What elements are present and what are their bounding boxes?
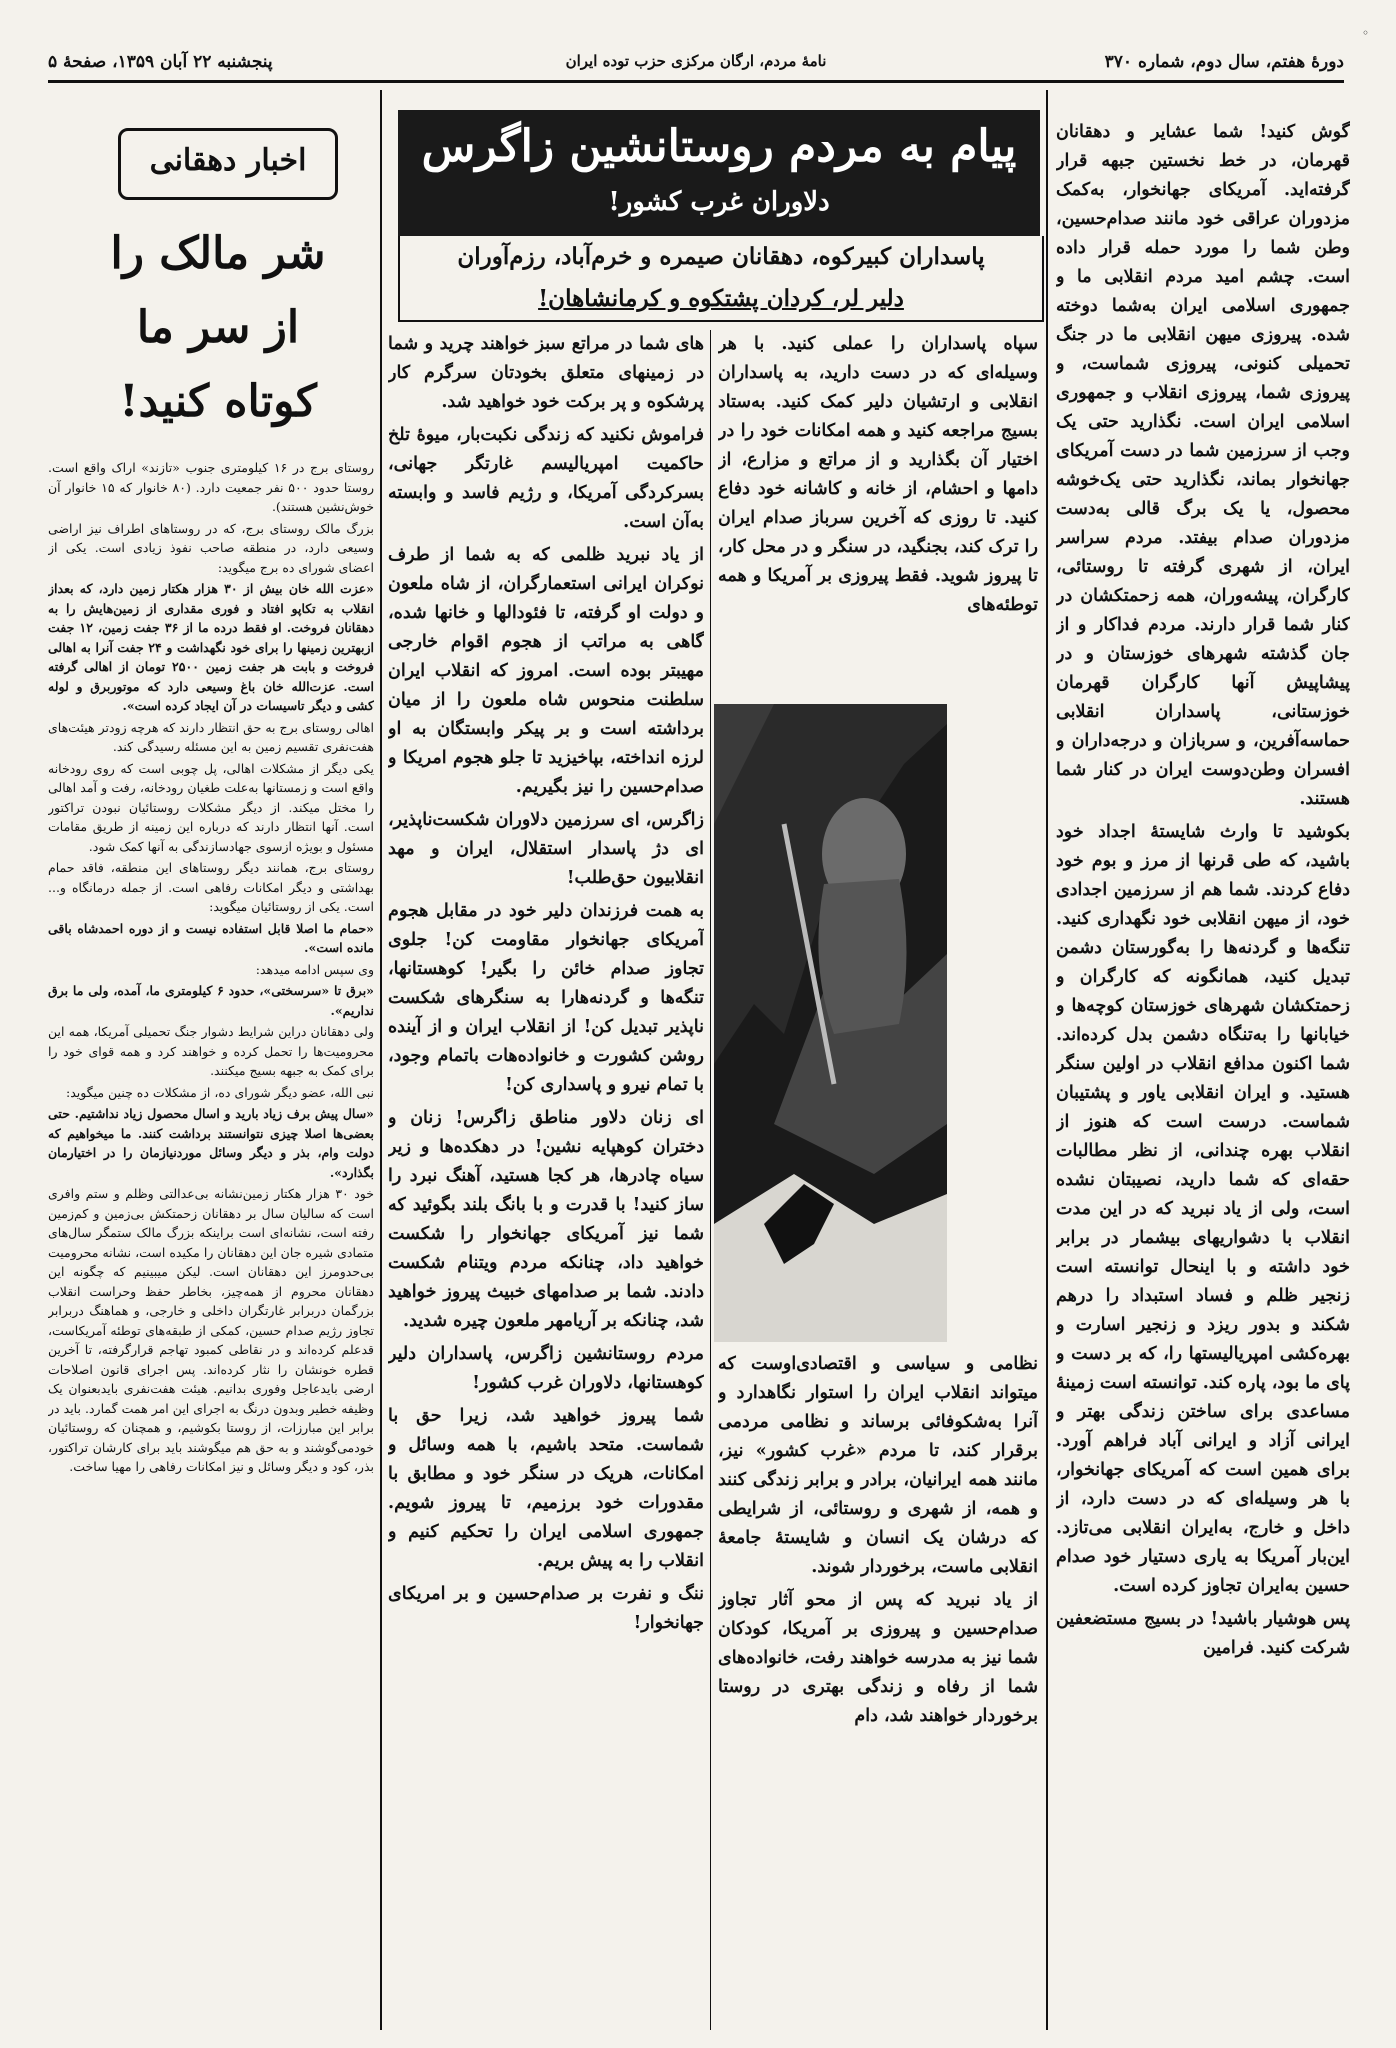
paragraph: وی سپس ادامه میدهد: [255, 961, 374, 977]
column-rule-left [380, 90, 382, 2030]
date-page: پنجشنبه ۲۲ آبان ۱۳۵۹، صفحهٔ ۵ [48, 52, 273, 72]
paragraph: به همت فرزندان دلیر خود در مقابل هجوم آمریکای جهانخوار مقاومت کن! جلوی تجاوز صدام خائن را بگیر! کوهستانها، تنگه‌ها و گردنه‌هارا به سنگرهای شکست ناپذیر تبدیل کن! از انقلاب ایران و از آینده روشن کشورت و خانواده‌هات باتمام وجود، با تمام نیرو و پاسداری کن! [388, 901, 704, 1095]
article-column-right [1056, 118, 1350, 2028]
article-column-middle [718, 330, 1038, 700]
paragraph: ای زنان دلاور مناطق زاگرس! زنان و دختران کوهپایه نشین! در دهکده‌ها و زیر سیاه چادرها، هر کجا هستید، آهنگ نبرد را ساز کنید! با قدرت و با بانگ بلند بگوئید که شما نیز آمریکای جهانخوار را شکست خواهید داد، چنانکه مردم ویتنام شکست دادند. شما بر صدامهای خبیث پیروز خواهید شد، چنانکه بر آریامهر ملعون چیره شدید. [388, 1108, 704, 1331]
article-column-middle-bottom [718, 1350, 1038, 2028]
issue-info: دورهٔ هفتم، سال دوم، شماره ۳۷۰ [1104, 52, 1344, 72]
paragraph: از یاد نبرید ظلمی که به شما از طرف نوکران ایرانی استعمارگران، از شاه ملعون و دولت او گرفته، تا فئودالها و خانها شده، گاهی به مراتب از هجوم اقوام خارجی مهیبتر بوده است. امروز که انقلاب ایران سلطنت منحوس شاه ملعون را از میان برداشته است و بر پیکر وابستگان به او لرزه انداخته، بپاخیزید تا جلو هجوم امریکا و صدام‌حسین را نیز بگیریم. [388, 545, 704, 797]
sidebar-column [48, 458, 374, 2028]
sidebar-box-title: اخبار دهقانی [118, 128, 338, 200]
paragraph: «حمام ما اصلا قابل استفاده نیست و از دوره احمدشاه باقی مانده است». [48, 920, 374, 955]
sidebar-headline-1: شر مالک را [110, 228, 326, 279]
paragraph: فراموش نکنید که زندگی نکبت‌بار، میوهٔ تلخ حاکمیت امپریالیسم غارتگر جهانی، بسرکردگی آمریکا، و رژیم فاسد و وابسته به‌آن است. [388, 425, 704, 532]
illustration-figure-body [818, 879, 906, 1034]
paragraph: سپاه پاسداران را عملی کنید. با هر وسیله‌ای که در دست دارید، به پاسداران انقلابی و ارتشیان دلیر کمک کنید. به‌ستاد بسیج مراجعه کنید و همه امکانات خود را در اختیار آن بگذارید و از مراتع و مزارع، از دامها و احشام، از خانه و کاشانه خود دفاع کنید. تا روزی که آخرین سرباز صدام ایران را ترک کند، بجنگید، در سنگر و در محل کار، تا پیروز شوید. فقط پیروزی بر آمریکا و همه توطئه‌های [718, 334, 1038, 615]
subhead-box [398, 236, 1044, 322]
illustration-mountain-fighter [714, 704, 947, 1342]
article-column-left [388, 330, 704, 2028]
headline-sub: دلاوران غرب کشور! [608, 187, 830, 217]
masthead: نامهٔ مردم، ارگان مرکزی حزب توده ایران [565, 52, 827, 70]
paragraph: نبی الله، عضو دیگر شورای ده، از مشکلات ده چنین میگوید: [65, 1084, 374, 1100]
subhead-line-2: دلیر لر، کردان پشتکوه و کرمانشاهان! [538, 285, 904, 312]
headline-box [398, 110, 1040, 236]
paragraph: «عزت الله خان بیش از ۳۰ هزار هکتار زمین دارد، که بعداز انقلاب به تکاپو افتاد و فوری مقداری از زمین‌هایش را به دهقانان فروخت. او فقط درده ما از ۳۶ جفت زمین، ۱۲ جفت ازبهترین زمینها را برای خود نگهداشت و ۲۴ جفت آنرا به اهالی فروخت و بابت هر جفت زمین ۲۵۰۰ تومان از اهالی گرفته است. عزت‌الله خان باغ وسیعی دارد که موتوربرق و لوله کشی و دیگر تاسیسات در آن ایجاد کرده است». [48, 581, 374, 713]
paragraph: بزرگ مالک روستای برج، که در روستاهای اطراف نیز اراضی وسیعی دارد، در منطقه صاحب نفوذ زیادی است. یکی از اعضای شورای ده برج میگوید: [48, 520, 374, 575]
paragraph: ننگ و نفرت بر صدام‌حسین و بر امریکای جهانخوار! [388, 1584, 704, 1633]
paragraph: روستای برج در ۱۶ کیلومتری جنوب «تازند» اراک واقع است. روستا حدود ۵۰۰ نفر جمعیت دارد. (۸۰ خانوار که ۱۵ خانوار آن خوش‌نشین هستند). [48, 460, 374, 514]
paragraph: های شما در مراتع سبز خواهند چرید و شما در زمینهای متعلق بخودتان سرگرم کار پرشکوه و پر برکت خود خواهید شد. [388, 334, 704, 412]
paragraph: از یاد نبرید که پس از محو آثار تجاوز صدام‌حسین و پیروزی بر آمریکا، کودکان شما نیز به مدرسه خواهند رفت، خانواده‌های شما از رفاه و زندگی بهتری در روستا برخوردار خواهند شد، دام [718, 1590, 1038, 1726]
paragraph: یکی دیگر از مشکلات اهالی، پل چوبی است که روی رودخانه واقع است و زمستانها به‌علت طغیان رودخانه، رفت و آمد اهالی را مختل میکند. از دیگر مشکلات روستائیان نبودن تراکتور است. آنها انتظار دارند که درباره این زمینه از طریق مقامات مسئول و بویژه ازسوی جهادسازندگی به آنها کمک شود. [48, 760, 374, 854]
paragraph: خود ۳۰ هزار هکتار زمین‌نشانه بی‌عدالتی وظلم و ستم وافری است که سالیان سال بر دهقانان زحمتکش بی‌زمین و کم‌زمین رفته است، نشانه‌ای است براینکه بزرگ مالک ستمگر سال‌های متمادی شیره جان این دهقانان را مکیده است، نشانه محرومیت بی‌حدومرز این دهقانان است. لیکن میبینیم که چگونه این دهقانان محروم از همه‌چیز، بخاطر حفظ وحراست انقلاب بزرگمان دربرابر غارتگران داخلی و خارجی، و هماهنگ دربرابر تجاوز رژیم صدام حسین، کمکی از طبقه‌های توطئه آمریکاست، قدعلم کرده‌اند و در نقاطی کمبود تهاجم قرارگرفته، تا آخرین قطره خونشان را نثار کرده‌اند. پس اجرای قانون اصلاحات ارضی بایدعاجل وفوری بدانیم. هیئت هفت‌نفری بایدبعنوان یک وظیفه خطیر وبدون درنگ به اجرای این امر همت گمارد. باید در برابر این مبارزات، از روستا بکوشیم، و همچنان که روستائیان خودمی‌گوشند و به حق هم میگوشند باید برای کارشان تراکتور، بذر، کود و دیگر وسائل و نیز امکانات رفاهی را مهیا ساخت. [48, 1186, 374, 1474]
subhead-line-1: پاسداران کبیرکوه، دهقانان صیمره و خرم‌آباد، رزم‌آوران [457, 243, 985, 270]
corner-mark: ◦ [1362, 26, 1370, 40]
page-header [48, 48, 1344, 78]
sidebar-headline-3: کوتاه کنید! [119, 376, 317, 427]
paragraph: گوش کنید! شما عشایر و دهقانان قهرمان، در خط نخستین جبهه قرار گرفته‌اید. آمریکای جهانخوار، به‌کمک مزدوران عراقی خود مانند صدام‌حسین، وطن شما را مورد حمله قرار داده است. چشم امید مردم انقلابی ما و جمهوری اسلامی ایران به‌شما دوخته شده. پیروزی میهن انقلابی ما در جنگ تحمیلی کنونی، پیروزی شماست، و پیروزی شما، پیروزی انقلاب و جمهوری اسلامی ایران است. نگذارید حتی یک وجب از سرزمین شما در دست آمریکای جهانخوار بماند، نگذارید حتی یک‌خوشه محصول، یا یک برگ‌ قالی به‌دست مزدوران صدام بیفتد. مردم سراسر ایران، از شهری گرفته تا روستائی، کارگران، پیشه‌وران، همه زحمتکشان در کنار شما قرار دارند. مردم فداکار و از جان گذشته شهرهای خوزستان و در پیشاپیش آنها کارگران قهرمان خوزستانی، پاسداران انقلابی حماسه‌آفرین، و سربازان و درجه‌داران و افسران وطن‌دوست ایران در کنار شما هستند. [1056, 122, 1350, 809]
paragraph: زاگرس، ای سرزمین دلاوران شکست‌ناپذیر، ای دژ پاسدار استقلال، ایران و مهد انقلابیون حق‌طلب! [388, 810, 704, 888]
headline: پیام به مردم روستانشین زاگرس [421, 121, 1017, 172]
sidebar-headline-2: از سر ما [136, 302, 300, 353]
paragraph: مردم روستانشین زاگرس، پاسداران دلیر کوهستانها، دلاوران غرب کشور! [388, 1344, 704, 1393]
paragraph: «سال پیش برف زیاد بارید و اسال محصول زیاد نداشتیم. حتی بعضی‌ها اصلا چیزی نتوانستند برداشت کنند. ما میخواهیم که دولت وام، بذر و دیگر وسائل موردنیازمان را در اختیارمان بگذارد». [48, 1106, 374, 1180]
paragraph: نظامی و سیاسی و اقتصادی‌اوست که میتواند انقلاب ایران را استوار نگاهدارد و آنرا به‌شکوفائی برساند و نظامی مردمی برقرار کند، تا مردم «غرب کشور» نیز، مانند همه ایرانیان، برادر و برابر زندگی کنند و همه، از شهری و روستائی، از شرایطی که درشان یک انسان و شایستهٔ جامعهٔ انقلابی ماست، برخوردار شوند. [718, 1354, 1038, 1577]
paragraph: اهالی روستای برج به حق انتظار دارند که هرچه زودتر هیئت‌های هفت‌نفری تقسیم زمین به این مسئله رسیدگی کند. [48, 719, 374, 754]
paragraph: پس هوشیار باشید! در بسیج مستضعفین شرکت کنید. فرامین [1056, 1609, 1350, 1658]
header-rule [48, 80, 1344, 83]
column-rule-middle [710, 330, 711, 2030]
paragraph: شما پیروز خواهید شد، زیرا حق با شماست. متحد باشیم، با همه وسائل و امکانات، هریک در سنگر خود و مطابق با مقدورات خود برزمیم، تا پیروز شویم. جمهوری اسلامی ایران را تحکیم کنیم و انقلاب را به پیش بریم. [388, 1406, 704, 1571]
paragraph: «برق تا «سرسختی»، حدود ۶ کیلومتری ما، آمده، ولی ما برق نداریم». [48, 983, 374, 1018]
column-rule-right [1046, 90, 1048, 2030]
paragraph: بکوشید تا وارث شایستهٔ اجداد خود باشید، که طی قرنها از مرز و بوم خود دفاع کردند. شما هم از سرزمین اجدادی خود، از میهن انقلابی خود نگهداری کنید. تنگه‌ها و گردنه‌ها را به‌گورستان دشمن تبدیل کنید، همانگونه که کارگران و زحمتکشان شهرهای خوزستان کوچه‌ها و خیابانها را به‌تنگاه دشمن بدل کرده‌اند. شما اکنون مدافع انقلاب در اولین سنگر هستید. و ایران انقلابی یاور و پشتیبان شماست. درست است که هنوز از انقلاب بهره چندانی، از نظر مطالبات حقه‌ای که شما دارید، نصیبتان نشده است، ولی از یاد نبرید که در این مدت انقلاب با دشواریهای بیشمار در برابر خود داشته و با اینحال توانسته است زنجیر ظلم و فساد استبداد را درهم شکند و بدور ریزد و زنجیر اسارت و بهره‌کشی امپریالیستها را، که بر دست و پای ما بود، پاره کند. توانسته است زمینهٔ مساعدی برای ساختن زندگی بهتر و ایرانی آزاد و ایرانی آباد فراهم آورد. برای همین است که آمریکای جهانخوار، با هر وسیله‌ای که در دست دارد، از داخل و خارج، به‌ایران انقلابی می‌تازد. این‌بار آمریکا به یاری دستیار خود صدام حسین به‌ایران تجاوز کرده است. [1056, 822, 1350, 1596]
paragraph: روستای برج، همانند دیگر روستاهای این منطقه، فاقد حمام بهداشتی و دیگر امکانات رفاهی است. از جمله درمانگاه و... است. یکی از روستائیان میگوید: [48, 860, 374, 914]
paragraph: ولی دهقانان دراین شرایط دشوار جنگ تحمیلی آمریکا، همه این محرومیت‌ها را تحمل کرده و خواهند کرد و همه قوای خود را برای کمک به جبهه بسیج میکنند. [48, 1024, 374, 1078]
